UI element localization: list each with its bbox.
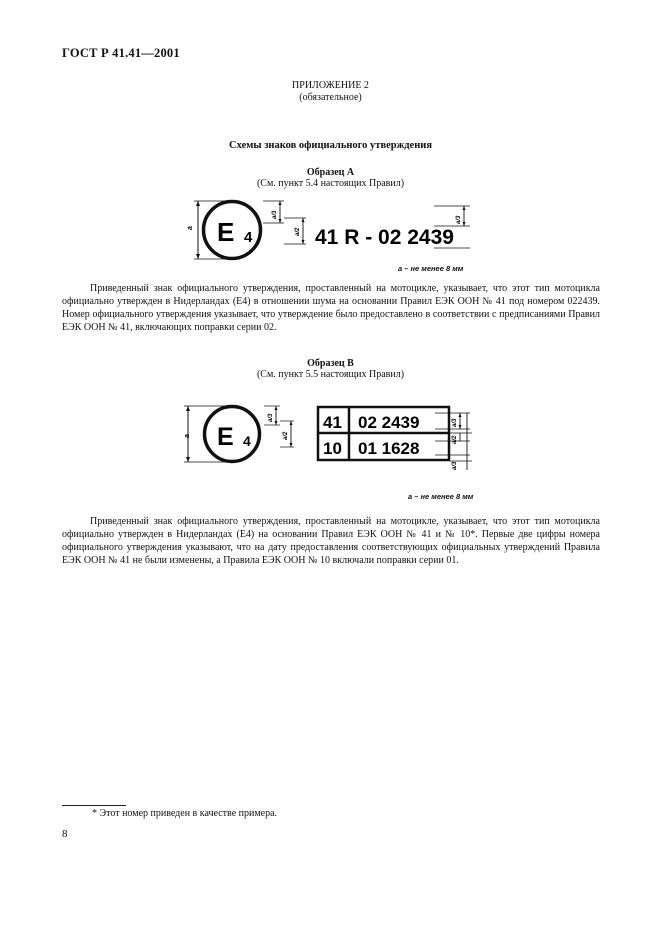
sample-b-mark-letter: E <box>217 423 234 451</box>
sample-a-title: Образец А <box>306 167 355 178</box>
page-number: 8 <box>62 828 68 840</box>
sample-a-dim-a: a <box>187 226 194 230</box>
sample-b-ref: (См. пункт 5.5 настоящих Правил) <box>256 369 405 380</box>
sample-b-dim-a2-right: a/2 <box>452 435 458 444</box>
sample-a-ref: (См. пункт 5.4 настоящих Правил) <box>256 178 405 189</box>
sample-b-paragraph-text: Приведенный знак официального утверждения, проставленный на мотоцикле, указывает, что этот тип мотоцикла официально утвержден в Нидерландах (Е4) на основании Правил ЕЭК ООН № 41 и № 10*. Первые две цифры номера официального утверждения указывают, что на дату предоставления соответствующих официальных утверждений Правила ЕЭК ООН № 41 не были изменены, а Правила ЕЭК ООН № 10 включали поправки серии 01. <box>62 516 600 566</box>
sample-b-dim-a3-left: a/3 <box>268 413 274 422</box>
appendix-status: (обязательное) <box>299 92 362 103</box>
sample-b-row1-number: 02 2439 <box>358 413 420 432</box>
sample-a-note: а – не менее 8 мм <box>398 264 464 273</box>
sample-b-row2-number: 01 1628 <box>358 439 420 458</box>
sample-b-mark-diagram <box>180 400 480 472</box>
sample-b-dim-a2: a/2 <box>283 431 289 440</box>
sample-a-approval-text: 41 R - 02 2439 <box>315 226 454 249</box>
appendix-title: ПРИЛОЖЕНИЕ 2 <box>292 80 369 91</box>
footnote: * Этот номер приведен в качестве примера. <box>92 808 278 819</box>
footnote-divider <box>62 805 126 806</box>
sample-b-dim-a3-right-bottom: a/3 <box>452 461 458 470</box>
sample-a-paragraph <box>62 282 600 334</box>
sample-a-paragraph-text: Приведенный знак официального утверждения, проставленный на мотоцикле, указывает, что этот тип мотоцикла официально утвержден в Нидерландах (Е4) в отношении шума на основании Правил ЕЭК ООН № 41 под номером 022439. Номер официального утверждения указывает, что утверждение было предоставлено в соответствии с предписаниями Правил ЕЭК ООН № 41, включающих поправки серии 02. <box>62 283 600 333</box>
sample-a-dim-a2: a/2 <box>295 227 301 236</box>
sample-a-mark-letter: E <box>217 217 235 247</box>
sample-a-dim-a3-left: a/3 <box>272 210 278 219</box>
sample-a-mark-number: 4 <box>244 229 253 246</box>
sample-b-title: Образец В <box>307 358 354 369</box>
sample-b-note: а – не менее 8 мм <box>408 492 474 501</box>
section-title: Схемы знаков официального утверждения <box>229 140 432 151</box>
sample-b-row1-regulation: 41 <box>323 413 342 432</box>
sample-b-paragraph <box>62 515 600 567</box>
standard-header: ГОСТ Р 41.41—2001 <box>62 46 180 60</box>
sample-b-dim-a: a <box>184 434 191 438</box>
sample-b-mark-number: 4 <box>243 433 251 449</box>
sample-a-dim-a3-right: a/3 <box>456 215 462 224</box>
sample-b-row2-regulation: 10 <box>323 439 342 458</box>
sample-a-mark-diagram <box>180 196 480 264</box>
sample-b-dim-a3-right-top: a/3 <box>452 418 458 427</box>
